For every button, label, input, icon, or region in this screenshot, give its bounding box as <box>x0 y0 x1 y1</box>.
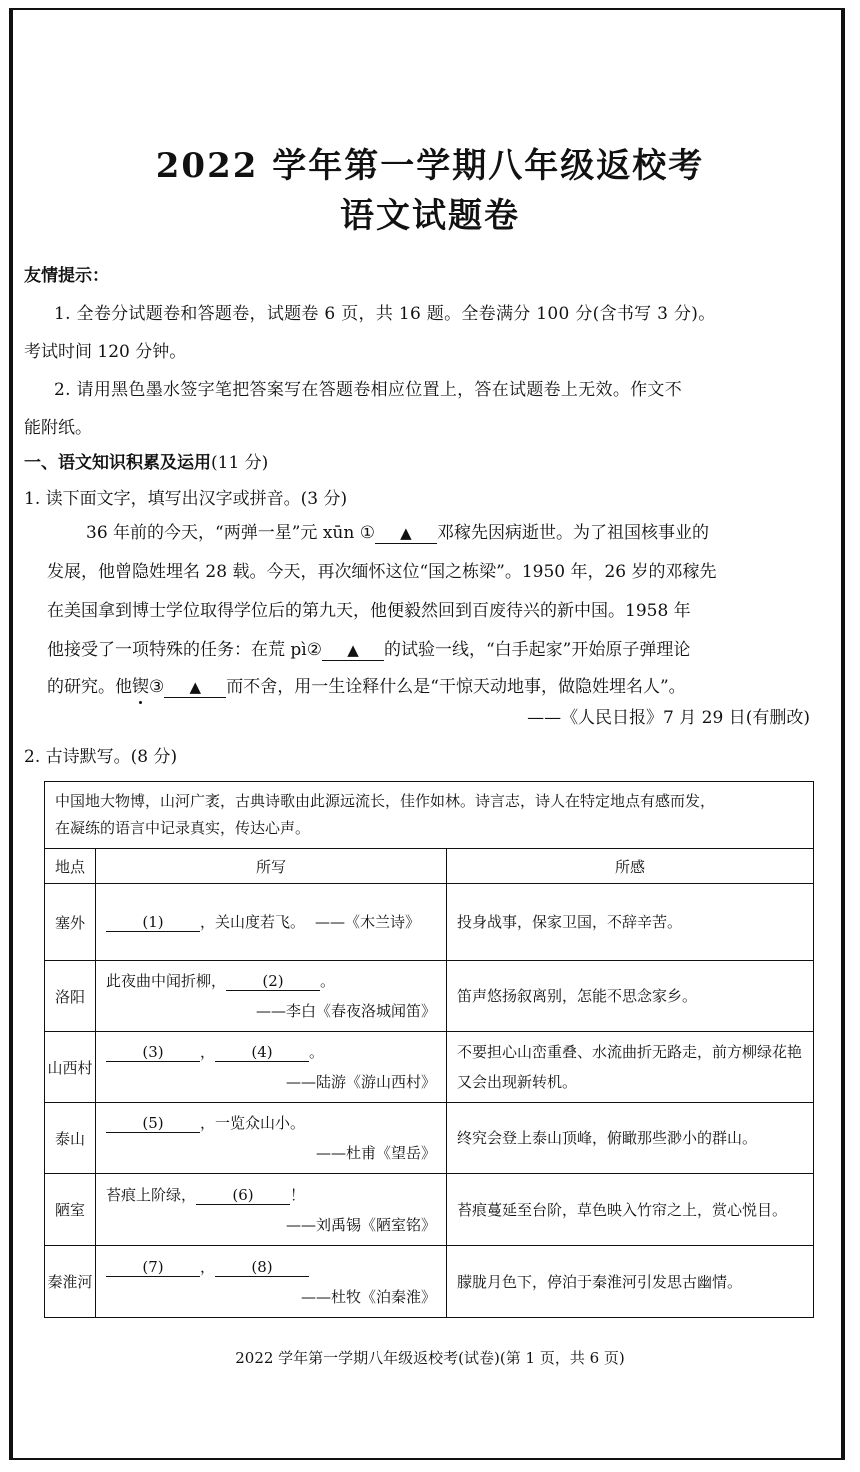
row-place: 塞外 <box>45 884 96 961</box>
triangle-icon: ▲ <box>189 678 202 696</box>
row-place: 山西村 <box>45 1032 96 1103</box>
row-place: 秦淮河 <box>45 1246 96 1318</box>
exam-title: 2022 学年第一学期八年级返校考 <box>155 146 705 186</box>
table-header-row <box>45 849 814 884</box>
answer-blank[interactable]: (8) <box>215 1258 309 1277</box>
passage-line-4-a: 他接受了一项特殊的任务：在荒 pì② <box>47 640 322 660</box>
header-written: 所写 <box>96 849 447 884</box>
poem-text-end: 。 <box>309 1043 325 1061</box>
tip-2-line-1: 2. 请用黑色墨水签字笔把答案写在答题卷相应位置上，答在试题卷上无效。作文不 <box>54 380 683 400</box>
poem-punct: ， <box>200 1043 216 1061</box>
tip-1-line-2: 考试时间 120 分钟。 <box>24 342 187 362</box>
passage-line-5-c: 而不舍，用一生诠释什么是“干惊天动地事，做隐姓埋名人”。 <box>226 677 686 697</box>
answer-blank[interactable]: (3) <box>106 1043 200 1062</box>
poem-source: ——李白《春夜洛城闻笛》 <box>255 1002 436 1020</box>
row-written <box>96 1246 447 1318</box>
passage-line-1 <box>86 521 709 545</box>
row-feeling: 朦胧月色下，停泊于秦淮河引发思古幽情。 <box>447 1246 814 1318</box>
passage-source: ——《人民日报》7 月 29 日(有删改) <box>527 708 810 728</box>
triangle-icon: ▲ <box>400 524 412 542</box>
table-intro-line-2: 在凝练的语言中记录真实，传达心声。 <box>55 819 311 837</box>
row-place: 泰山 <box>45 1103 96 1174</box>
triangle-icon: ▲ <box>347 641 359 659</box>
passage-line-1-b: 邓稼先因病逝世。为了祖国核事业的 <box>436 523 709 543</box>
table-intro <box>45 782 814 849</box>
row-written <box>96 884 447 961</box>
passage-line-5 <box>47 675 686 699</box>
question-1-stem: 1. 读下面文字，填写出汉字或拼音。(3 分) <box>24 489 348 509</box>
row-feeling: 苔痕蔓延至台阶，草色映入竹帘之上，赏心悦目。 <box>447 1174 814 1246</box>
exam-subtitle: 语文试题卷 <box>340 196 520 236</box>
answer-blank[interactable]: (4) <box>215 1043 309 1062</box>
table-row <box>45 1174 814 1246</box>
section-1-heading <box>24 451 268 475</box>
passage-line-4 <box>47 638 690 662</box>
header-feeling: 所感 <box>447 849 814 884</box>
row-feeling: 不要担心山峦重叠、水流曲折无路走，前方柳绿花艳又会出现新转机。 <box>447 1032 814 1103</box>
row-place: 洛阳 <box>45 961 96 1032</box>
table-row <box>45 1032 814 1103</box>
poem-source: ——杜甫《望岳》 <box>315 1144 436 1162</box>
table-row <box>45 1103 814 1174</box>
dotted-char: 锲 <box>132 677 149 697</box>
poem-text: ，一览众山小。 <box>200 1114 306 1132</box>
poem-table <box>44 781 814 1318</box>
row-written <box>96 1103 447 1174</box>
tips-heading: 友情提示： <box>24 266 109 286</box>
table-row <box>45 1246 814 1318</box>
poem-source: ——陆游《游山西村》 <box>285 1073 436 1091</box>
row-written <box>96 1174 447 1246</box>
poem-source: ——《木兰诗》 <box>315 913 421 931</box>
answer-blank[interactable]: (5) <box>106 1114 200 1133</box>
passage-line-2: 发展，他曾隐姓埋名 28 载。今天，再次缅怀这位“国之栋梁”。1950 年，26 岁的邓稼先 <box>47 562 717 582</box>
poem-text: 苔痕上阶绿， <box>106 1185 197 1204</box>
row-place: 陋室 <box>45 1174 96 1246</box>
blank-3[interactable] <box>164 677 226 698</box>
answer-blank[interactable]: (7) <box>106 1258 200 1277</box>
blank-1[interactable] <box>375 523 437 544</box>
poem-text-end: ！ <box>290 1185 306 1204</box>
page-footer: 2022 学年第一学期八年级返校考(试卷)(第 1 页，共 6 页) <box>235 1349 625 1367</box>
poem-source: ——刘禹锡《陋室铭》 <box>285 1215 436 1234</box>
section-1-score: (11 分) <box>211 453 269 473</box>
passage-line-5-a: 的研究。他 <box>47 677 132 697</box>
answer-blank[interactable]: (6) <box>196 1186 290 1205</box>
poem-punct: ， <box>200 1257 216 1276</box>
answer-blank[interactable]: (1) <box>106 913 200 932</box>
poem-source: ——杜牧《泊秦淮》 <box>300 1287 436 1306</box>
row-feeling: 投身战事，保家卫国，不辞辛苦。 <box>447 884 814 961</box>
section-1-title: 一、语文知识积累及运用 <box>24 453 211 473</box>
table-row <box>45 961 814 1032</box>
question-2-stem: 2. 古诗默写。(8 分) <box>24 747 178 767</box>
tip-1-line-1: 1. 全卷分试题卷和答题卷，试题卷 6 页，共 16 题。全卷满分 100 分(含书写 3 分)。 <box>54 304 716 324</box>
passage-line-3: 在美国拿到博士学位取得学位后的第九天，他便毅然回到百废待兴的新中国。1958 年 <box>47 601 691 621</box>
answer-blank[interactable]: (2) <box>226 972 320 991</box>
row-written <box>96 961 447 1032</box>
table-row <box>45 884 814 961</box>
poem-text: 此夜曲中闻折柳， <box>106 972 227 990</box>
header-place: 地点 <box>45 849 96 884</box>
passage-line-5-b: ③ <box>149 677 165 697</box>
passage-line-4-b: 的试验一线，“白手起家”开始原子弹理论 <box>383 640 691 660</box>
row-written <box>96 1032 447 1103</box>
passage-line-1-a: 36 年前的今天，“两弹一星”元 xūn ① <box>86 523 375 543</box>
table-intro-line-1: 中国地大物博，山河广袤，古典诗歌由此源远流长，佳作如林。诗言志，诗人在特定地点有感而发， <box>55 792 716 810</box>
row-feeling: 笛声悠扬叙离别，怎能不思念家乡。 <box>447 961 814 1032</box>
row-feeling: 终究会登上泰山顶峰，俯瞰那些渺小的群山。 <box>447 1103 814 1174</box>
poem-text-end: 。 <box>320 972 336 990</box>
poem-text: ，关山度若飞。 <box>200 913 306 931</box>
tip-2-line-2: 能附纸。 <box>24 418 92 438</box>
blank-2[interactable] <box>322 640 384 661</box>
